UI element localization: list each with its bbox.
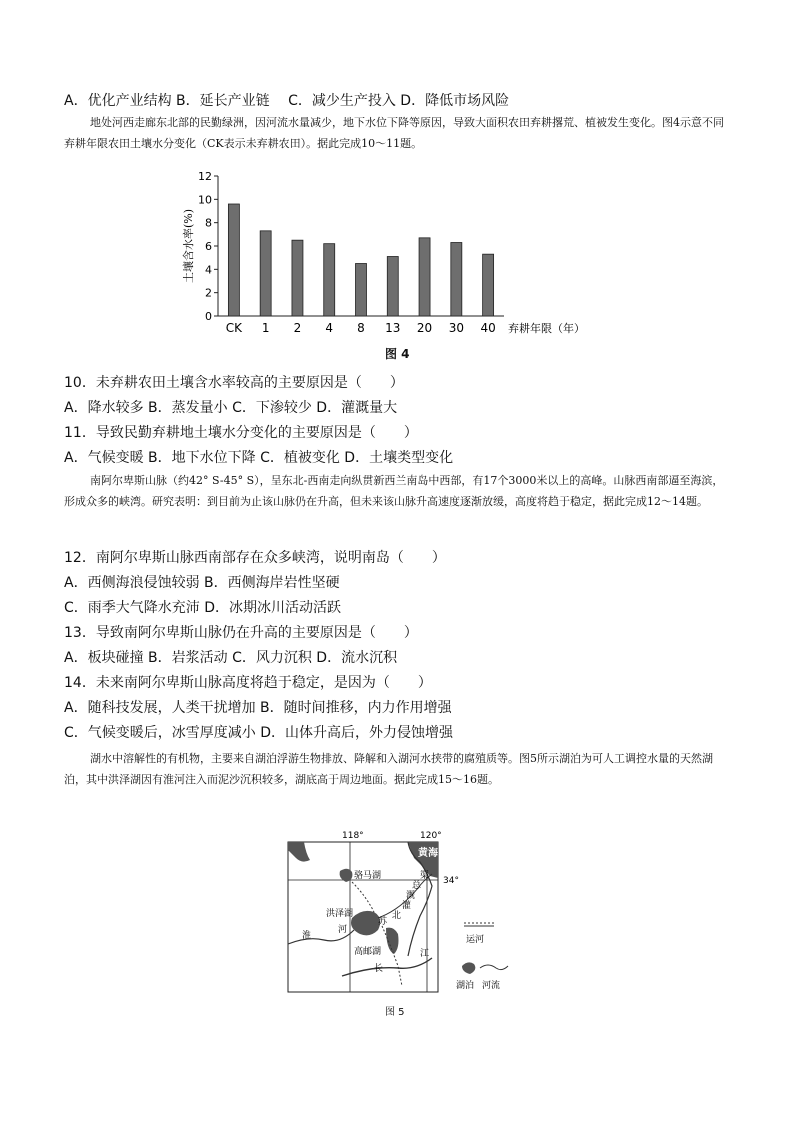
bar-chart-svg [180,168,620,340]
question-13: 13．导致南阿尔卑斯山脉仍在升高的主要原因是（ ） [64,625,418,641]
legend-lake-label: 湖泊 [456,981,475,991]
x-tick-label: 20 [416,321,433,335]
figure-4-caption: 图 4 [385,347,410,361]
passage-lakes: 湖水中溶解性的有机物，主要来自湖泊浮游生物排放、降解和入湖河水挟带的腐殖质等。图5所示湖泊为可人工调控水量的天然湖泊，其中洪泽湖因有淮河注入而泥沙沉积较多，湖底高于周边地面。据此完成15～16题。 [64,752,713,786]
x-tick-label: 4 [325,321,334,335]
question-14-options-cd: C．气候变暖后，冰雪厚度减小 D．山体升高后，外力侵蚀增强 [64,725,454,741]
figure-5-caption: 图 5 [385,1007,405,1018]
luoma-label: 骆马湖 [354,871,382,881]
y-tick-label: 8 [205,216,212,230]
question-10-options: A．降水较多 B．蒸发量小 C．下渗较少 D．灌溉量大 [64,400,398,416]
passage-southern-alps: 南阿尔卑斯山脉（约42° S-45° S），呈东北-西南走向纵贯新西兰南岛中西部，有17个3000米以上的高峰。山脉西南部逼至海滨，形成众多的峡湾。研究表明：到目前为止该山脉仍在升高，但未来该山脉升高速度逐渐放缓，高度将趋于稳定，据此完成12～14题。 [64,474,724,508]
x-tick-label: 40 [480,321,496,335]
yangtze-river [342,958,432,976]
lat-34-label: 34° [443,876,459,886]
huai-label: 淮 [302,931,312,941]
x-axis-label: 弃耕年限（年） [508,322,585,335]
gai-label: 溉 [406,891,416,901]
x-tick-label: 30 [448,321,464,335]
x-tick-label: 13 [385,321,401,335]
lon-118-label: 118° [342,831,364,841]
x-tick-label: 2 [293,321,302,335]
hongze-label: 洪泽湖 [326,909,354,919]
hongze-lake-shape [351,911,380,935]
legend-canal-label: 运河 [466,935,485,945]
y-tick-label: 12 [198,170,212,183]
y-tick-label: 4 [205,263,212,277]
huanghai-label: 黄海 [418,848,438,859]
he-label: 河 [338,925,348,935]
bar [419,238,430,316]
question-14: 14．未来南阿尔卑斯山脉高度将趋于稳定，是因为（ ） [64,675,432,691]
zong-label: 总 [412,881,422,891]
y-tick-label: 6 [205,240,212,253]
legend-river-label: 河流 [482,981,501,991]
qu-label: 渠 [420,871,430,881]
lon-120-label: 120° [420,831,442,841]
bar [387,257,398,317]
x-tick-label: 1 [261,321,270,335]
question-10: 10．未弃耕农田土壤含水率较高的主要原因是（ ） [64,375,404,391]
bar [356,264,367,317]
x-tick-label: 8 [357,321,365,335]
passage-minqin: 地处河西走廊东北部的民勤绿洲，因河流水量减少，地下水位下降等原因，导致大面积农田弃耕撂荒、植被发生变化。图4示意不同弃耕年限农田土壤水分变化（CK表示未弃耕农田）。据此完成10～11题。 [64,116,724,150]
y-tick-label: 2 [205,286,212,300]
legend-river-symbol [480,965,508,970]
guan-label: 灌 [402,901,412,911]
question-11: 11．导致民勤弃耕地土壤水分变化的主要原因是（ ） [64,425,418,441]
bar [483,254,494,316]
map-legend [452,898,542,998]
question-12-options-ab: A．西侧海浪侵蚀较弱 B．西侧海岸岩性坚硬 [64,575,340,591]
chang-label: 长 [374,964,384,974]
y-tick-label: 0 [205,310,212,323]
y-tick-label: 10 [198,193,212,207]
question-12-options-cd: C．雨季大气降水充沛 D．冰期冰川活动活跃 [64,600,342,616]
legend-svg [452,898,542,998]
figure-4-chart [180,168,620,340]
bei-label: 北 [392,911,402,921]
su-label: 苏 [378,917,388,927]
northwest-water-shape [288,842,310,862]
legend-lake-symbol [462,962,475,974]
question-13-options: A．板块碰撞 B．岩浆活动 C．风力沉积 D．流水沉积 [64,650,398,666]
question-12: 12．南阿尔卑斯山脉西南部存在众多峡湾，说明南岛（ ） [64,550,446,566]
q9-options: A．优化产业结构 B．延长产业链 C．减少生产投入 D．降低市场风险 [64,93,510,109]
bar [324,244,335,316]
gaoyou-label: 高邮湖 [354,947,382,957]
jiang-label: 江 [420,949,430,959]
question-11-options: A．气候变暖 B．地下水位下降 C．植被变化 D．土壤类型变化 [64,450,454,466]
bar [292,240,303,316]
bar [260,231,271,316]
x-tick-label: CK [225,321,243,335]
bar [228,204,239,316]
y-axis-label: 土壤含水率(%) [182,208,195,284]
bar [451,243,462,317]
question-14-options-ab: A．随科技发展，人类干扰增加 B．随时间推移，内力作用增强 [64,700,452,716]
